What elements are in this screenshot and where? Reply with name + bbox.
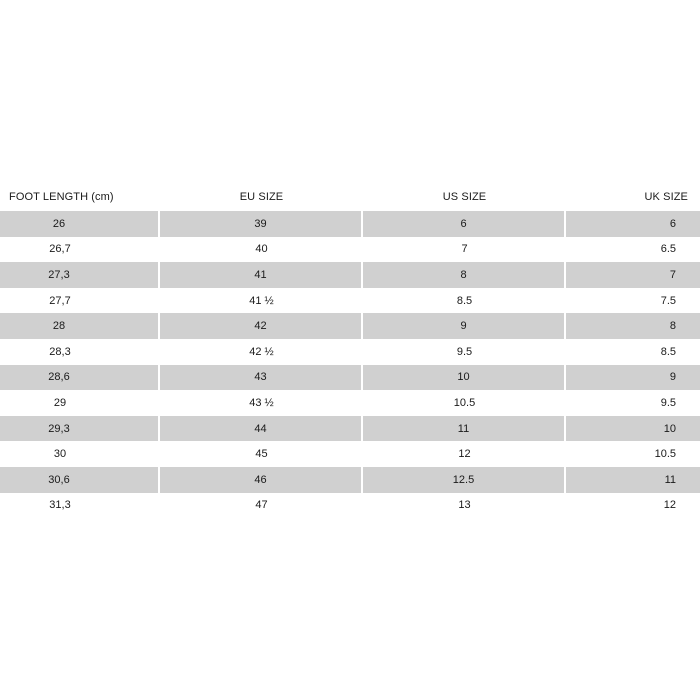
- cell-uk-size: 9: [566, 365, 700, 391]
- cell-us-size: 10: [363, 365, 566, 391]
- cell-eu-size: 41: [160, 262, 363, 288]
- table-row: [0, 493, 700, 519]
- cell-uk-size: 6.5: [660, 243, 676, 256]
- cell-foot-length: 29: [53, 396, 67, 409]
- cell-us-size: 6: [363, 211, 566, 237]
- cell-us-size: 12: [458, 448, 471, 461]
- cell-us-size: 7: [461, 243, 468, 256]
- cell-eu-size: 40: [255, 243, 268, 256]
- cell-uk-size: 9.5: [660, 396, 676, 409]
- table-row: [0, 339, 700, 365]
- cell-foot-length: 31,3: [49, 499, 71, 512]
- table-row: [0, 211, 700, 237]
- cell-foot-length: 30: [53, 448, 67, 461]
- table-header-row: [0, 185, 700, 209]
- cell-us-size: 8: [363, 262, 566, 288]
- cell-uk-size: 10: [566, 416, 700, 442]
- cell-foot-length: 28: [0, 313, 160, 339]
- cell-us-size: 13: [458, 499, 471, 512]
- cell-us-size: 12.5: [363, 467, 566, 493]
- cell-foot-length: 27,7: [49, 294, 71, 307]
- table-row: [0, 288, 700, 314]
- table-row: [0, 416, 700, 442]
- cell-uk-size: 7: [566, 262, 700, 288]
- cell-foot-length: 26,7: [49, 243, 71, 256]
- table-row: [0, 390, 700, 416]
- cell-us-size: 8.5: [456, 294, 473, 307]
- table-row: [0, 365, 700, 391]
- table-row: [0, 467, 700, 493]
- table-row: [0, 441, 700, 467]
- cell-us-size: 11: [363, 416, 566, 442]
- cell-eu-size: 43: [160, 365, 363, 391]
- cell-foot-length: 27,3: [0, 262, 160, 288]
- header-us-size: US SIZE: [442, 191, 487, 203]
- cell-eu-size: 46: [160, 467, 363, 493]
- cell-foot-length: 29,3: [0, 416, 160, 442]
- cell-eu-size: 47: [255, 499, 268, 512]
- cell-uk-size: 10.5: [654, 448, 676, 461]
- table-body: [0, 211, 700, 518]
- cell-eu-size: 42 ½: [249, 345, 274, 358]
- cell-foot-length: 30,6: [0, 467, 160, 493]
- cell-us-size: 9: [363, 313, 566, 339]
- cell-us-size: 10.5: [453, 396, 476, 409]
- header-eu-size: EU SIZE: [239, 191, 284, 203]
- table-row: [0, 262, 700, 288]
- table-row: [0, 237, 700, 263]
- cell-uk-size: 7.5: [660, 294, 676, 307]
- table-row: [0, 313, 700, 339]
- size-chart-table: [0, 185, 700, 518]
- cell-uk-size: 11: [566, 467, 700, 493]
- header-uk-size: UK SIZE: [644, 191, 688, 203]
- cell-foot-length: 26: [0, 211, 160, 237]
- cell-eu-size: 42: [160, 313, 363, 339]
- cell-eu-size: 39: [160, 211, 363, 237]
- cell-uk-size: 12: [663, 499, 676, 512]
- cell-uk-size: 8.5: [660, 345, 676, 358]
- cell-eu-size: 41 ½: [249, 294, 274, 307]
- cell-eu-size: 43 ½: [249, 396, 274, 409]
- header-foot-length: FOOT LENGTH (cm): [9, 191, 114, 203]
- cell-eu-size: 44: [160, 416, 363, 442]
- cell-foot-length: 28,6: [0, 365, 160, 391]
- cell-us-size: 9.5: [456, 345, 473, 358]
- cell-uk-size: 6: [566, 211, 700, 237]
- cell-uk-size: 8: [566, 313, 700, 339]
- cell-eu-size: 45: [255, 448, 268, 461]
- cell-foot-length: 28,3: [49, 345, 71, 358]
